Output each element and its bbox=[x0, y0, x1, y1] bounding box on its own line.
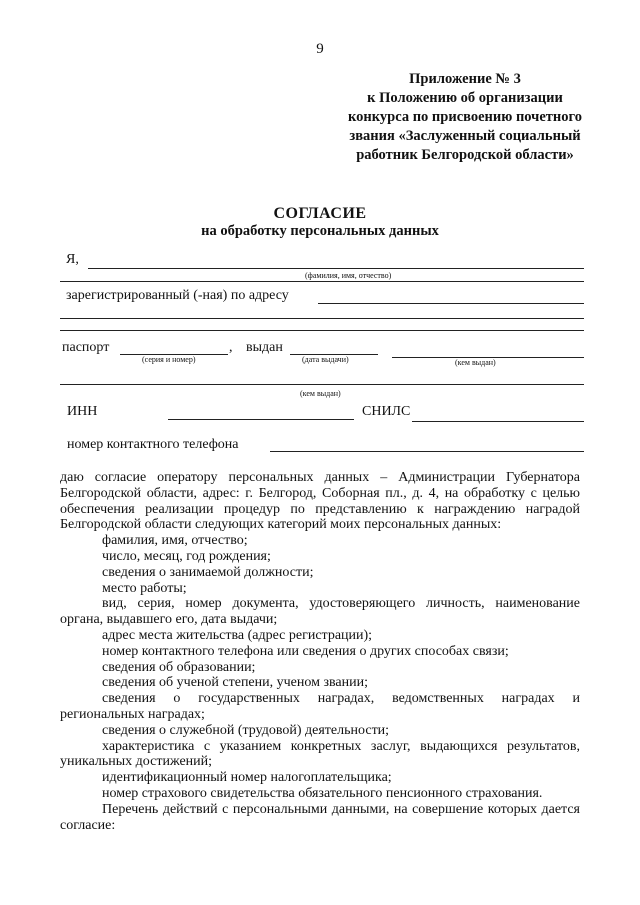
ya-label: Я, bbox=[66, 252, 79, 267]
passport-label: паспорт bbox=[62, 340, 110, 355]
snils-line bbox=[412, 421, 584, 422]
list-item: сведения о государственных наградах, ведомственных наградах и региональных наградах; bbox=[60, 691, 580, 722]
list-item: номер страхового свидетельства обязательного пенсионного страхования. bbox=[102, 785, 543, 801]
address-line-3 bbox=[60, 330, 584, 331]
list-item: характеристика с указанием конкретных заслуг, выдающихся результатов, уникальных достижений; bbox=[60, 738, 580, 770]
appendix-line: конкурса по присвоению почетного bbox=[347, 109, 583, 125]
list-item: место работы; bbox=[102, 580, 187, 596]
appendix-line: звания «Заслуженный социальный bbox=[349, 128, 581, 144]
fio-line bbox=[88, 268, 584, 269]
fio-caption: (фамилия, имя, отчество) bbox=[305, 271, 392, 280]
series-caption: (серия и номер) bbox=[142, 355, 196, 364]
list-item: сведения о служебной (трудовой) деятельности; bbox=[102, 722, 390, 738]
issued-label: выдан bbox=[246, 340, 283, 355]
appendix-line: к Положению об организации bbox=[367, 90, 563, 106]
document-title: СОГЛАСИЕ bbox=[273, 205, 367, 222]
phone-label: номер контактного телефона bbox=[67, 437, 239, 452]
appendix-header bbox=[340, 70, 590, 165]
list-item: фамилия, имя, отчество; bbox=[102, 533, 248, 549]
registered-label: зарегистрированный (-ная) по адресу bbox=[66, 288, 289, 303]
page-number: 9 bbox=[316, 41, 324, 57]
issued-by-caption: (кем выдан) bbox=[455, 358, 496, 367]
fio-line-2 bbox=[60, 281, 584, 282]
list-item: число, месяц, год рождения; bbox=[102, 548, 271, 564]
appendix-line: Приложение № 3 bbox=[409, 71, 521, 87]
comma: , bbox=[229, 340, 233, 355]
snils-label: СНИЛС bbox=[362, 404, 411, 419]
appendix-line: работник Белгородской области» bbox=[356, 147, 574, 163]
inn-line bbox=[168, 419, 354, 420]
consent-intro: даю согласие оператору персональных данных – Администрации Губернатора Белгородской области, адрес: г. Белгород, Соборная пл., д. 4, на обработку с целью обеспечения реализации процедур по представлению к награждению наградой Белгородской области следующих категорий моих персональных данных: bbox=[60, 470, 580, 533]
list-item: номер контактного телефона или сведения о других способах связи; bbox=[102, 643, 509, 659]
inn-label: ИНН bbox=[67, 404, 98, 419]
list-item: вид, серия, номер документа, удостоверяющего личность, наименование органа, выдавшего его, дата выдачи; bbox=[60, 596, 580, 628]
issued-by-caption-2: (кем выдан) bbox=[300, 389, 341, 398]
date-caption: (дата выдачи) bbox=[302, 355, 349, 364]
issued-by-line-2 bbox=[60, 384, 584, 385]
consent-body bbox=[60, 470, 580, 833]
document-subtitle: на обработку персональных данных bbox=[201, 223, 439, 239]
phone-line bbox=[270, 451, 584, 452]
list-item: сведения об образовании; bbox=[102, 659, 256, 675]
list-item: адрес места жительства (адрес регистрации); bbox=[102, 627, 373, 643]
list-item: идентификационный номер налогоплательщика; bbox=[102, 770, 392, 786]
list-item: сведения об ученой степени, ученом звании; bbox=[102, 675, 369, 691]
address-line bbox=[318, 303, 584, 304]
list-item: сведения о занимаемой должности; bbox=[102, 564, 314, 580]
address-line-2 bbox=[60, 318, 584, 319]
closing-paragraph: Перечень действий с персональными данными, на совершение которых дается согласие: bbox=[60, 801, 580, 833]
